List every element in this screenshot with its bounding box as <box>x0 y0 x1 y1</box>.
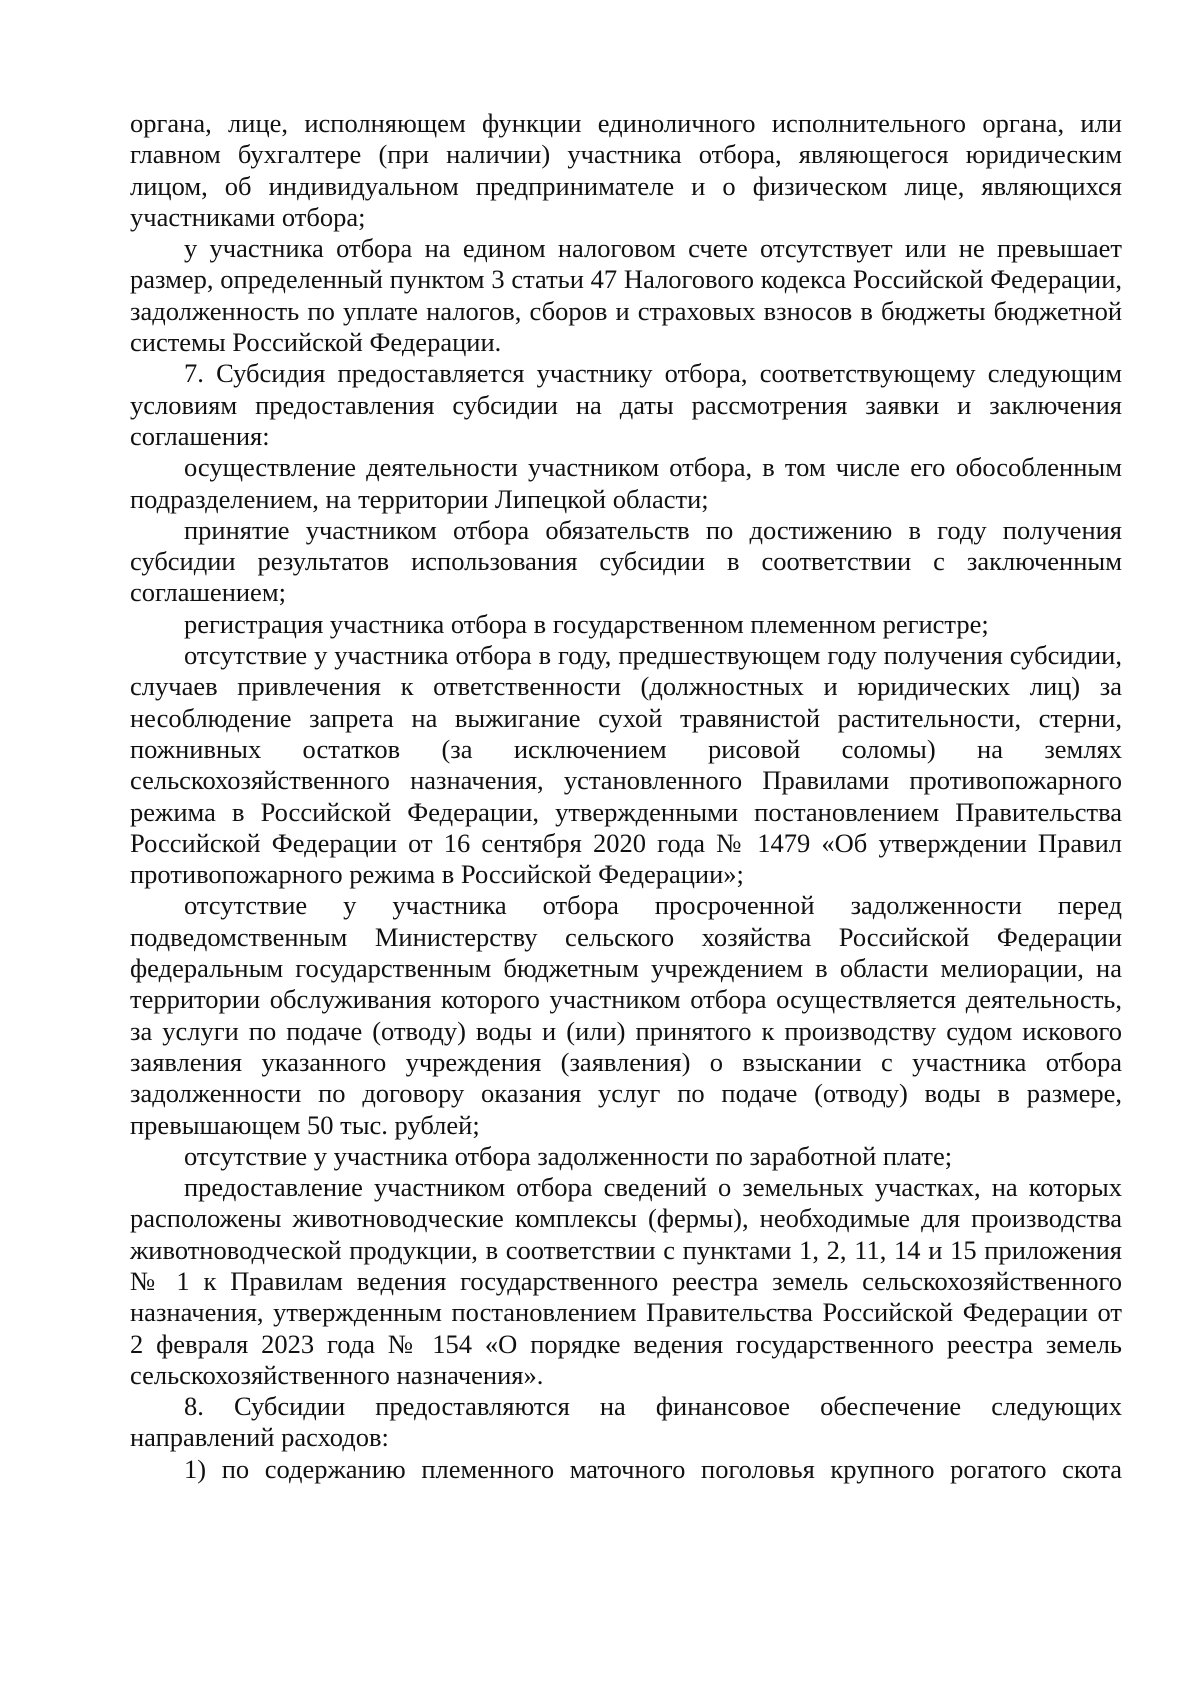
paragraph-breeding-register: регистрация участника отбора в государственном племенном регистре; <box>184 608 989 639</box>
paragraph-item-8-1: 1) по содержанию племенного маточного поголовья крупного рогатого скота <box>184 1453 1122 1484</box>
paragraph-item-7: 7. Субсидия предоставляется участнику отбора, соответствующему следующим условиям предоставления субсидии на даты рассмотрения заявки и заключения соглашения: <box>130 358 1122 451</box>
paragraph-lipetsk-activity: осуществление деятельности участником отбора, в том числе его обособленным подразделением, на территории Липецкой области; <box>130 452 1122 514</box>
paragraph-obligations: принятие участником отбора обязательств по достижению в году получения субсидии результатов использования субсидии в соответствии с заключенным соглашением; <box>130 514 1122 608</box>
paragraph-continuation-participant-info: органа, лице, исполняющем функции единоличного исполнительного органа, или главном бухгалтере (при наличии) участника отбора, являющегося юридическим лицом, об индивидуальном предпринимателе и о физическом лице, являющихся участниками отбора; <box>130 108 1122 232</box>
document-page <box>130 108 1122 1485</box>
paragraph-fire-regime: отсутствие у участника отбора в году, предшествующем году получения субсидии, случаев привлечения к ответственности (должностных и юридических лиц) за несоблюдение запрета на выжигание сухой травянистой растительности, стерни, пожнивных остатков (за исключением рисовой соломы) на землях сельскохозяйственного назначения, установленного Правилами противопожарного режима в Российской Федерации, утвержденными постановлением Правительства Российской Федерации от 16 сентября 2020 года № 1479 «Об утверждении Правил противопожарного режима в Российской Федерации»; <box>130 640 1122 890</box>
paragraph-land-plots: предоставление участником отбора сведений о земельных участках, на которых расположены животноводческие комплексы (фермы), необходимые для производства животноводческой продукции, в соответствии с пунктами 1, 2, 11, 14 и 15 приложения № 1 к Правилам ведения государственного реестра земель сельскохозяйственного назначения, утвержденным постановлением Правительства Российской Федерации от 2 февраля 2023 года № 154 «О порядке ведения государственного реестра земель сельскохозяйственного назначения». <box>130 1172 1122 1390</box>
paragraph-item-8: 8. Субсидии предоставляются на финансовое обеспечение следующих направлений расходов: <box>130 1391 1122 1453</box>
paragraph-wage-debt: отсутствие у участника отбора задолженности по заработной плате; <box>184 1140 953 1171</box>
paragraph-tax-debt: у участника отбора на едином налоговом счете отсутствует или не превышает размер, определенный пунктом 3 статьи 47 Налогового кодекса Российской Федерации, задолженность по уплате налогов, сборов и страховых взносов в бюджеты бюджетной системы Российской Федерации. <box>130 233 1122 358</box>
paragraph-melioration-debt: отсутствие у участника отбора просроченной задолженности перед подведомственным Министерству сельского хозяйства Российской Федерации федеральным государственным бюджетным учреждением в области мелиорации, на территории обслуживания которого участником отбора осуществляется деятельность, за услуги по подаче (отводу) воды и (или) принятого к производству судом искового заявления указанного учреждения (заявления) о взыскании с участника отбора задолженности по договору оказания услуг по подаче (отводу) воды в размере, превышающем 50 тыс. рублей; <box>130 890 1122 1140</box>
